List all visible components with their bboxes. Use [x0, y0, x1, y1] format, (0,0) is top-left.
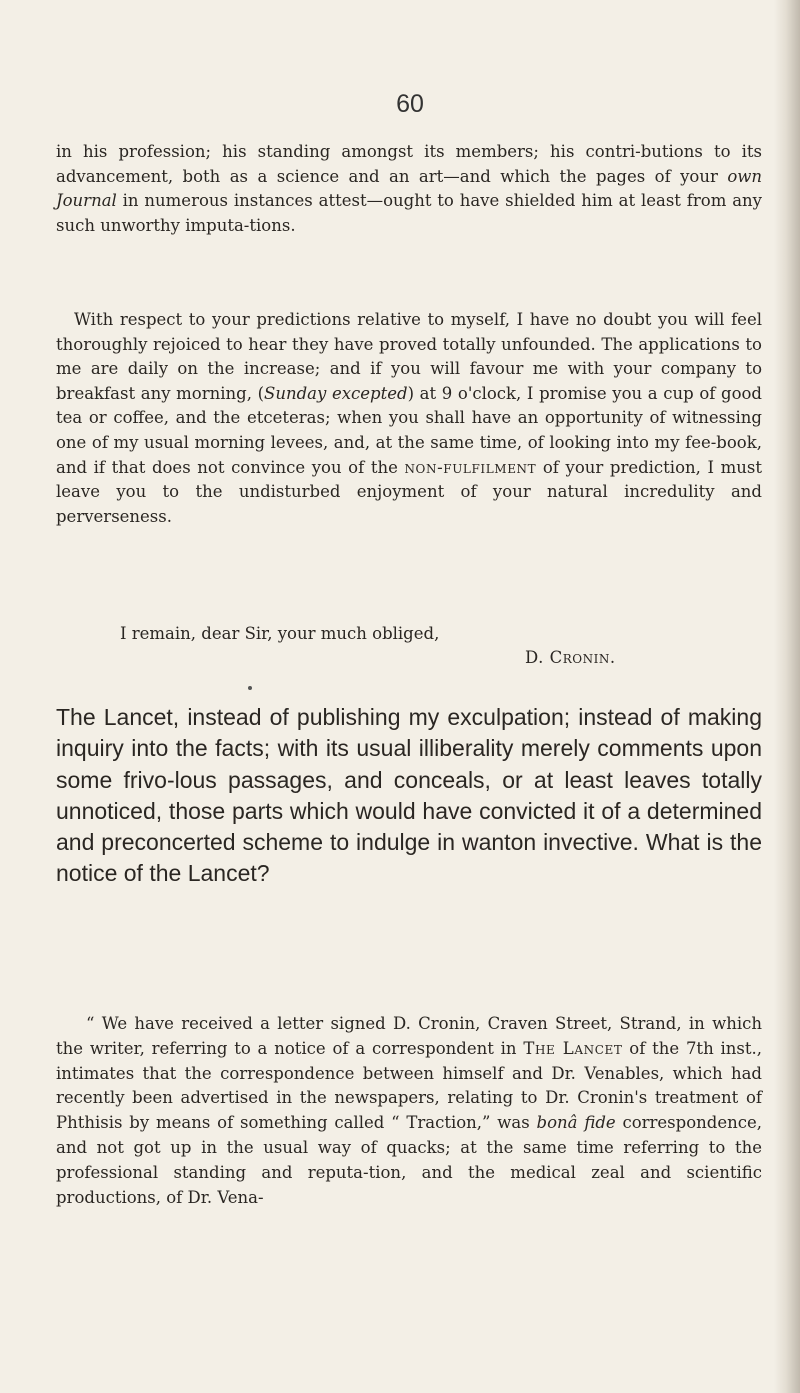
paragraph-4-text-c: correspondence, and not got up in the usual way of quacks; at the same time referring to the professional standing and reputa-tion, and the medical zeal and scientific productions, of Dr. Vena- [56, 1113, 762, 1207]
signature: D. Cronin. [525, 648, 616, 667]
paragraph-2-smallcaps: non-fulfilment [404, 457, 537, 477]
paragraph-4-text-a: “ We have received a letter signed D. Cronin, Craven Street, Strand, in which the writer, referring to a notice of a correspondent in [56, 1014, 762, 1058]
paragraph-3: The Lancet, instead of publishing my exculpation; instead of making inquiry into the facts; with its usual illiberality merely comments upon some frivo-lous passages, and conceals, or at least leaves totally unnoticed, those parts which would have convicted it of a determined and preconcerted scheme to indulge in wanton invective. What is the notice of the Lancet? [56, 704, 762, 887]
paragraph-2-text-a: With respect to your predictions relative to myself, I have no doubt you will feel thoroughly rejoiced to hear they have proved totally unfounded. The applications to me are daily on the increase; and if you will favour me with your company to breakfast any morning, ( [56, 310, 762, 403]
paragraph-4 [56, 1012, 762, 1210]
closing-line: I remain, dear Sir, your much obliged, [120, 624, 440, 643]
page-edge-shadow [774, 0, 800, 1393]
ink-dot [248, 686, 252, 690]
paragraph-2-text-b: ) at 9 o'clock, I promise you a cup of good tea or coffee, and the etceteras; when you shall have an opportunity of witnessing one of my usual morning levees, and, at the same time, of looking into my fee-book, and if that does not convince you of the [56, 383, 762, 477]
paragraph-2-italic: Sunday excepted [264, 383, 408, 403]
paragraph-4-text-b: of the 7th inst., intimates that the correspondence between himself and Dr. Venables, which had recently been advertised in the newspapers, relating to Dr. Cronin's treatment of Phthisis by means of something called “ Traction,” was [56, 1038, 762, 1133]
paragraph-1-text-a: in his profession; his standing amongst its members; his contri-butions to its advancement, both as a science and an art—and which the pages of your [56, 142, 762, 186]
paragraph-1-italic: own Journal [56, 166, 762, 211]
paragraph-2 [56, 308, 762, 529]
paragraph-1 [56, 140, 762, 238]
paragraph-4-smallcaps: The Lancet [523, 1038, 623, 1058]
paragraph-1-text-b: in numerous instances attest—ought to have shielded him at least from any such unworthy imputa-tions. [56, 191, 762, 235]
paragraph-2-text-c: of your prediction, I must leave you to the undisturbed enjoyment of your natural incredulity and perverseness. [56, 457, 762, 526]
paragraph-4-italic: bonâ fide [536, 1113, 616, 1133]
page-number: 60 [396, 90, 424, 118]
